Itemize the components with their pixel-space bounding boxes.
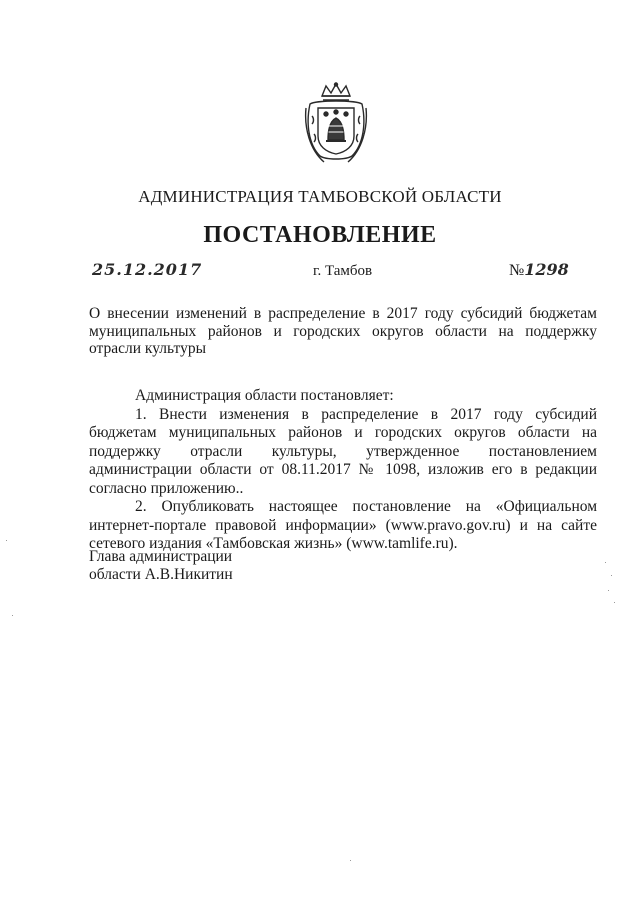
signature-line-1: Глава администрации: [89, 548, 233, 565]
organization-name: АДМИНИСТРАЦИЯ ТАМБОВСКОЙ ОБЛАСТИ: [138, 187, 502, 206]
scan-speck: [350, 860, 351, 861]
document-number: 1298: [524, 260, 569, 279]
scan-speck: [611, 575, 612, 576]
scan-speck: [614, 602, 615, 603]
scan-speck: [608, 590, 609, 591]
document-date: 25.12.2017: [92, 260, 203, 279]
scan-speck: [605, 562, 606, 563]
body-item-2: 2. Опубликовать настоящее постановление на «Официальном интернет-портале правовой информации» (www.pravo.gov.ru) и на сайте сетевого издания «Тамбовская жизнь» (www.tamlife.ru).: [89, 498, 597, 552]
document-body: [89, 387, 597, 554]
document-number-block: [509, 260, 569, 280]
document-type-title: ПОСТАНОВЛЕНИЕ: [203, 222, 437, 248]
signature-line-2: области А.В.Никитин: [89, 566, 233, 583]
signature-block: [89, 548, 233, 584]
coat-of-arms-icon: [302, 82, 370, 166]
scan-speck: [6, 540, 7, 541]
body-item-1: 1. Внести изменения в распределение в 2017 году субсидий бюджетам муниципальных районов и городских округов области на поддержку отрасли культуры, утвержденное постановлением администрации области от 08.11.2017 № 1098, изложив его в редакции согласно приложению..: [89, 405, 597, 497]
number-sign: №: [509, 262, 525, 279]
scan-speck: [12, 615, 13, 616]
document-subject: О внесении изменений в распределение в 2017 году субсидий бюджетам муниципальных районов и городских округов области на поддержку отрасли культуры: [89, 305, 597, 357]
preamble: Администрация области постановляет:: [135, 387, 394, 404]
document-city: г. Тамбов: [313, 263, 373, 279]
